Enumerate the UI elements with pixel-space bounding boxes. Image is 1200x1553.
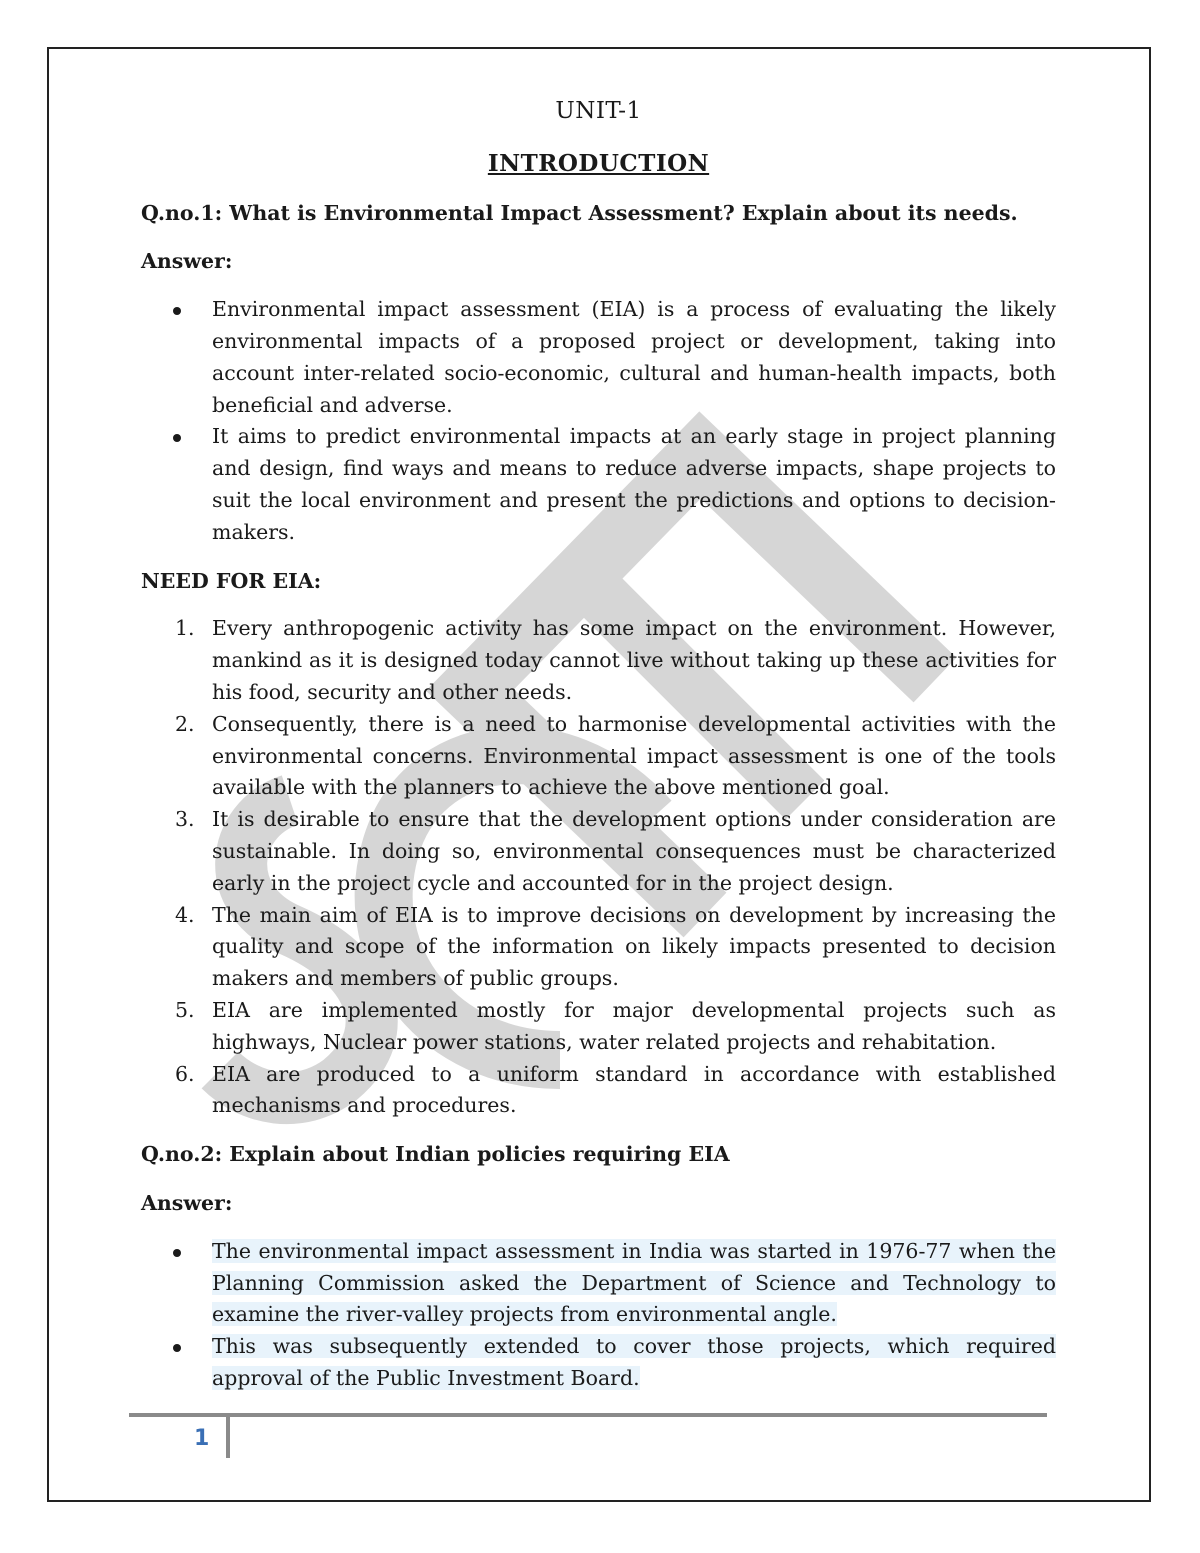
list-item — [141, 804, 1056, 899]
footer-rule — [129, 1413, 1047, 1417]
bullet-icon — [173, 1249, 181, 1257]
answer-2-bullets — [141, 1236, 1056, 1395]
item-text: EIA are produced to a uniform standard in accordance with established mechanisms and procedures. — [212, 1061, 1056, 1118]
unit-title: UNIT-1 — [555, 98, 642, 124]
question-1: Q.no.1: What is Environmental Impact Assessment? Explain about its needs. — [141, 200, 1018, 225]
section-title: INTRODUCTION — [487, 149, 710, 177]
item-number: 3. — [175, 807, 195, 832]
need-heading: NEED FOR EIA: — [141, 568, 322, 593]
need-list — [141, 613, 1056, 1122]
bullet-text: The environmental impact assessment in India was started in 1976-77 when the Planning Commission asked the Department of Science and Technology to examine the river-valley projects from environmental angle. — [212, 1238, 1056, 1327]
item-number: 6. — [175, 1061, 195, 1086]
answer-label-2: Answer: — [141, 1190, 233, 1215]
list-item — [141, 1059, 1056, 1123]
document-body — [141, 96, 1056, 1395]
list-item — [141, 1236, 1056, 1331]
list-item — [141, 1331, 1056, 1395]
bullet-text: It aims to predict environmental impacts at an early stage in project planning and design, find ways and means to reduce adverse impacts, shape projects to suit the local environment and present the predictions and options to decision-makers. — [212, 424, 1056, 544]
list-item — [141, 294, 1056, 421]
question-2: Q.no.2: Explain about Indian policies requiring EIA — [141, 1142, 730, 1167]
bullet-icon — [173, 1344, 181, 1352]
bullet-icon — [173, 434, 181, 442]
bullet-icon — [173, 307, 181, 315]
list-item — [141, 900, 1056, 995]
list-item — [141, 995, 1056, 1059]
item-text: The main aim of EIA is to improve decisions on development by increasing the quality and scope of the information on likely impacts presented to decision makers and members of public groups. — [212, 902, 1056, 991]
list-item — [141, 421, 1056, 548]
item-text: It is desirable to ensure that the development options under consideration are sustainable. In doing so, environmental consequences must be characterized early in the project cycle and accounted for in the project design. — [212, 807, 1056, 895]
item-number: 2. — [175, 711, 195, 736]
bullet-text: Environmental impact assessment (EIA) is a process of evaluating the likely environmental impacts of a proposed project or development, taking into account inter-related socio-economic, cultural and human-health impacts, both beneficial and adverse. — [212, 297, 1056, 417]
item-number: 5. — [175, 997, 195, 1022]
list-item — [141, 613, 1056, 708]
item-text: Every anthropogenic activity has some impact on the environment. However, mankind as it is designed today cannot live without taking up these activities for his food, security and other needs. — [212, 616, 1056, 704]
item-text: Consequently, there is a need to harmonise developmental activities with the environmental concerns. Environmental impact assessment is one of the tools available with the planners to achieve the above mentioned goal. — [212, 711, 1056, 800]
answer-label-1: Answer: — [141, 249, 233, 274]
answer-1-bullets — [141, 294, 1056, 548]
bullet-text: This was subsequently extended to cover those projects, which required approval of the Public Investment Board. — [212, 1334, 1056, 1390]
item-text: EIA are implemented mostly for major developmental projects such as highways, Nuclear power stations, water related projects and rehabitation. — [212, 997, 1056, 1054]
page-number: 1 — [194, 1426, 210, 1451]
footer-divider — [226, 1417, 230, 1458]
list-item — [141, 709, 1056, 804]
item-number: 1. — [175, 616, 195, 641]
item-number: 4. — [175, 902, 195, 927]
